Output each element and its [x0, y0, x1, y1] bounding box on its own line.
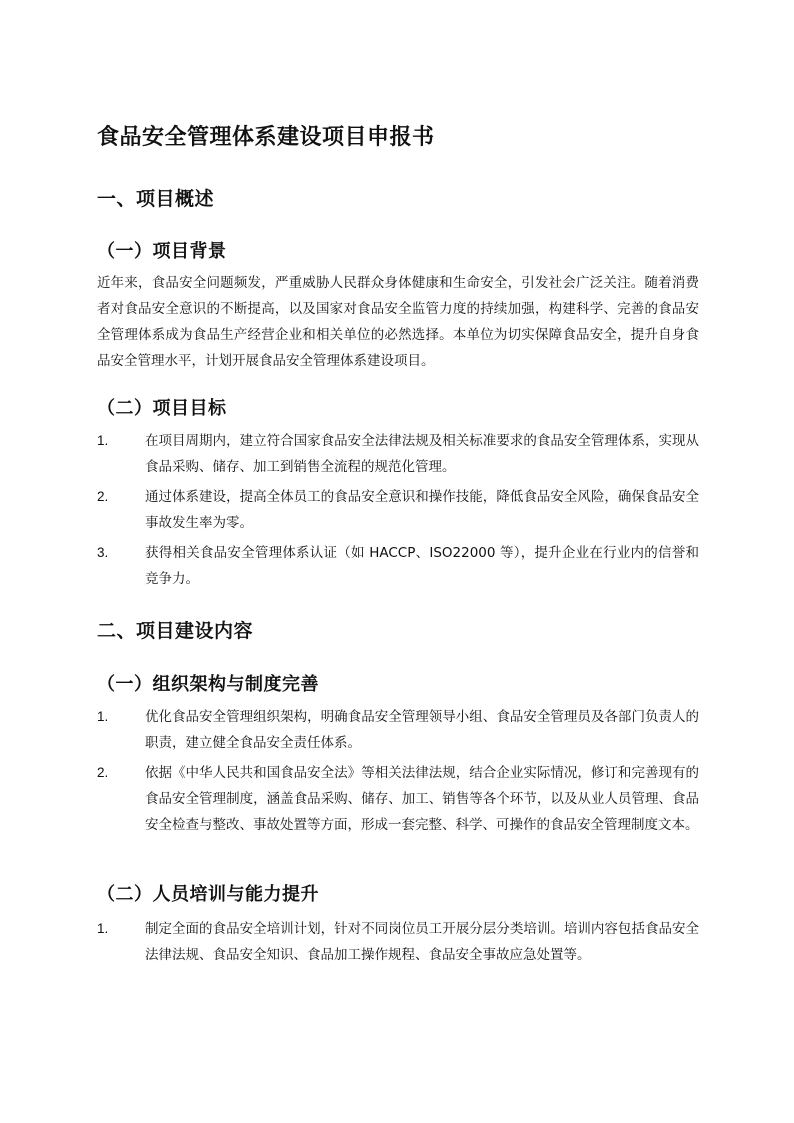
- list-item-number: 1.: [97, 921, 109, 936]
- list-item-number: 2.: [97, 765, 109, 780]
- subsection-heading-background: （一）项目背景: [97, 241, 227, 262]
- list-item-text: 依据《中华人民共和国食品安全法》等相关法律法规，结合企业实际情况，修订和完善现有的食品安全管理制度，涵盖食品采购、储存、加工、销售等各个环节，以及从业人员管理、食品安全检查与整改、事故处置等方面，形成一套完整、科学、可操作的食品安全管理制度文本。: [145, 765, 699, 833]
- list-item-number: 1.: [97, 709, 109, 724]
- list-item-text: 优化食品安全管理组织架构，明确食品安全管理领导小组、食品安全管理员及各部门负责人的职责，建立健全食品安全责任体系。: [145, 709, 699, 751]
- list-item-number: 2.: [97, 489, 109, 504]
- list-item-text: 在项目周期内，建立符合国家食品安全法律法规及相关标准要求的食品安全管理体系，实现从食品采购、储存、加工到销售全流程的规范化管理。: [145, 433, 699, 475]
- background-paragraph: 近年来，食品安全问题频发，严重威胁人民群众身体健康和生命安全，引发社会广泛关注。随着消费者对食品安全意识的不断提高，以及国家对食品安全监管力度的持续加强，构建科学、完善的食品安全管理体系成为食品生产经营企业和相关单位的必然选择。本单位为切实保障食品安全，提升自身食品安全管理水平，计划开展食品安全管理体系建设项目。: [97, 275, 699, 369]
- subsection-heading-organization: （一）组织架构与制度完善: [97, 674, 319, 695]
- section-heading-overview: 一、项目概述: [97, 188, 215, 210]
- subsection-heading-training: （二）人员培训与能力提升: [97, 884, 319, 905]
- list-item-number: 3.: [97, 545, 109, 560]
- document-title: 食品安全管理体系建设项目申报书: [97, 125, 435, 150]
- section-heading-construction: 二、项目建设内容: [97, 620, 254, 642]
- list-item-text: 通过体系建设，提高全体员工的食品安全意识和操作技能，降低食品安全风险，确保食品安全事故发生率为零。: [145, 489, 699, 531]
- subsection-heading-goals: （二）项目目标: [97, 398, 227, 419]
- list-item-text: 制定全面的食品安全培训计划，针对不同岗位员工开展分层分类培训。培训内容包括食品安全法律法规、食品安全知识、食品加工操作规程、食品安全事故应急处置等。: [145, 921, 699, 963]
- list-item-text: 获得相关食品安全管理体系认证（如 HACCP、ISO22000 等），提升企业在行业内的信誉和竞争力。: [145, 545, 699, 587]
- list-item-number: 1.: [97, 433, 109, 448]
